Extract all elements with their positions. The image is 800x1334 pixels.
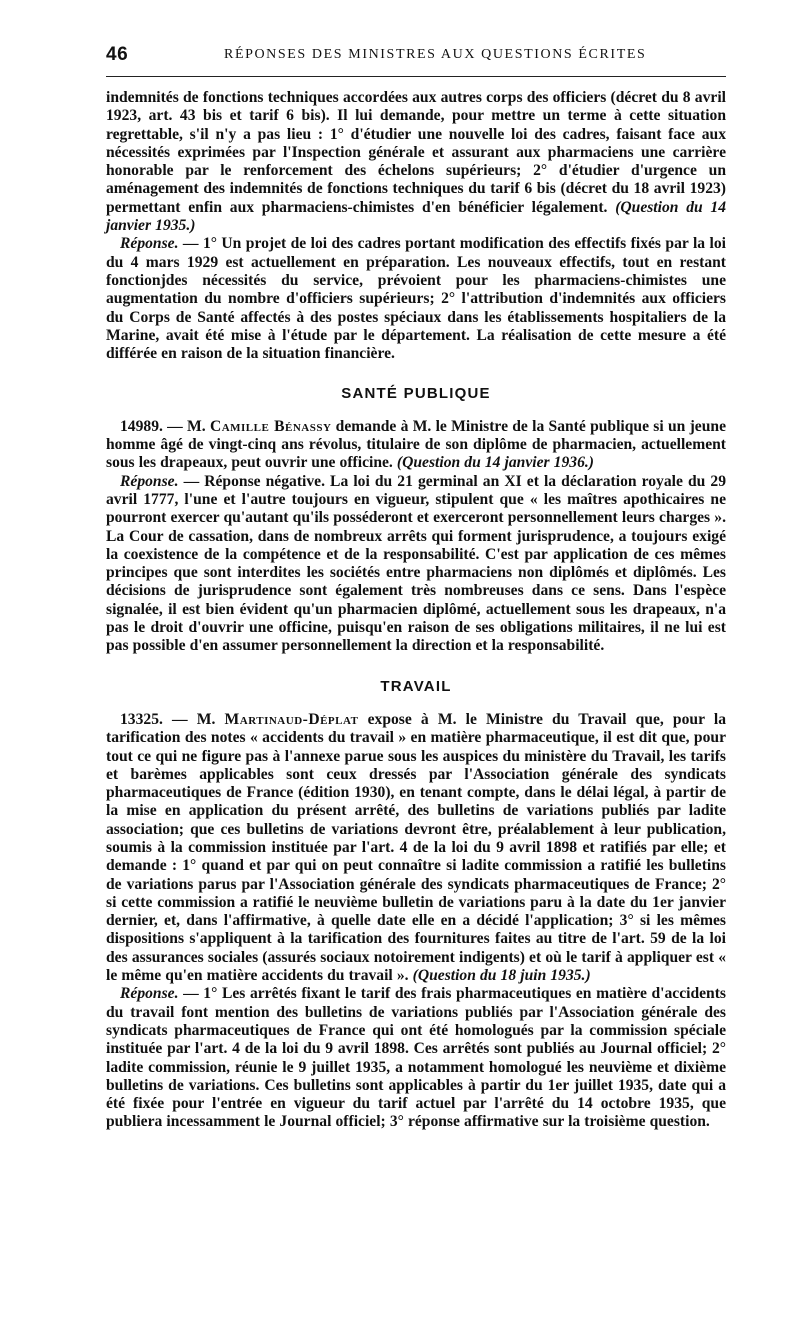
travail-reponse [106,985,726,1131]
question-dash: — M. [162,417,210,435]
deputy-name: Martinaud-Déplat [224,710,359,728]
reponse-text: — 1° Les arrêtés fixant le tarif des frais pharmaceutiques en matière d'accidents du travail font mention des bulletins de variations publiés par l'Association générale des syndicats pharmaceutiques de France qui ont été homologués par la commission spéciale instituée par l'art. 4 de la loi du 9 avril 1898. Ces arrêtés sont publiés au Journal officiel; 2° ladite commission, réunie le 9 juillet 1935, a notamment homologué les neuvième et dixième bulletins de variations. Ces bulletins sont applicables à partir du 1er juillet 1935, date qui a été fixée pour l'entrée en vigueur du tarif actuel par l'arrêté du 14 octobre 1935, que publiera incessamment le Journal officiel; 3° réponse affirmative sur la troisième question. [106,985,726,1131]
sante-question [106,418,726,473]
section-heading-sante: SANTÉ PUBLIQUE [341,385,491,403]
minister-name: M. le Ministre du Travail [437,710,627,728]
question-text-b: que, pour la tarification des notes « accidents du travail » en matière pharmaceutique, il est dit que, pour tout ce qui ne figure pas à l'annexe parue sous les auspices du ministère du Travail, les tarifs et barèmes applicables sont ceux dressés par l'Association générale des syndicats pharmaceutiques de France (édition 1930), en tenant compte, dans le délai légal, à partir de la mise en application du présent arrêté, des bulletins de variations publiés par ladite association; que ces bulletins de variations devront être, préalablement à leur publication, soumis à la commission instituée par l'art. 4 de la loi du 9 avril 1898 et ratifiés par elle; et demande : 1° quand et par qui on peut connaître si ladite commission a ratifié les bulletins de variations parus par l'Association générale des syndicats pharmaceutiques de France; 2° si cette commission a ratifié le neuvième bulletin de variations paru à la date du 1er janvier dernier, et, dans l'affirmative, à quelle date elle en a décidé l'application; 3° si les mêmes dispositions s'appliquent à la tarification des fournitures faites au titre de l'art. 59 de la loi des assurances sociales (assurés sociaux notoirement indigents) et où le tarif à appliquer est « le même qu'en matière accidents du travail ». [106,710,726,985]
travail-question [106,711,726,985]
reponse-text: — 1° Un projet de loi des cadres portant modification des effectifs fixés par la loi du 4 mars 1929 est actuellement en préparation. Les nouveaux effectifs, tout en restant fonctionjdes nécessités du service, prévoient pour les pharmaciens-chimistes une augmentation du nombre d'officiers supérieurs; 2° l'attribution d'indemnités aux officiers du Corps de Santé affectés à des postes spéciaux dans les établissements hospitaliers de la Marine, avait été mise à l'étude par le département. La réalisation de cette mesure a été différée en raison de la situation financière. [106,235,726,363]
question-dash: — M. [162,710,225,728]
text-column [106,89,726,1132]
intro-question-ref: (Question du 14 janvier 1935.) [106,198,727,235]
question-text-a: demande à [331,417,413,435]
section-heading-travail: TRAVAIL [380,677,452,695]
question-number: 13325. [120,710,163,728]
question-number: 14989. [120,417,163,435]
question-ref: (Question du 14 janvier 1936.) [396,454,594,472]
reponse-label: Réponse. [120,472,179,490]
intro-paragraph [106,89,726,235]
reponse-text: — Réponse négative. La loi du 21 germinal an XI et la déclaration royale du 29 avril 1777, l'une et l'autre toujours en vigueur, stipulent que « les maîtres apothicaires ne pourront exercer qu'autant qu'ils posséderont et exerceront personnellement leurs charges ». La Cour de cassation, dans de nombreux arrêts qui forment jurisprudence, a toujours exigé la coexistence de la compétence et de la responsabilité. C'est par application de ces mêmes principes que sont interdites les sociétés entre pharmaciens non diplômés et diplômés. Les décisions de jurisprudence sont également très nombreuses dans ce sens. Dans l'espèce signalée, il est bien évident qu'un pharmacien diplômé, actuellement sous les drapeaux, n'a pas le droit d'ouvrir une officine, puisqu'en raison de ses obligations militaires, il ne lui est pas possible d'en assumer personnellement la direction et la responsabilité. [106,472,726,655]
sante-reponse [106,473,726,656]
reponse-label: Réponse. [120,235,179,253]
question-ref: (Question du 18 juin 1935.) [412,967,591,985]
header-rule [106,76,726,77]
page-number: 46 [106,44,129,65]
question-text-a: expose à [358,710,438,728]
running-title: RÉPONSES DES MINISTRES AUX QUESTIONS ÉCRITES [224,47,647,62]
question-text-b: si un jeune homme âgé de vingt-cinq ans révolus, titulaire de son diplôme de pharmacien, actuellement sous les drapeaux, peut ouvrir une officine. [106,417,726,472]
intro-text: indemnités de fonctions techniques accordées aux autres corps des officiers (décret du 8 avril 1923, art. 43 bis et tarif 6 bis). Il lui demande, pour mettre un terme à cette situation regrettable, s'il n'y a pas lieu : 1° d'étudier une nouvelle loi des cadres, faisant face aux nécessités exprimées par l'Inspection générale et assurant aux pharmaciens une carrière honorable par le renforcement des échelons supérieurs; 2° d'étudier d'urgence un aménagement des indemnités de fonctions techniques du tarif 6 bis (décret du 18 avril 1923) permettant enfin aux pharmaciens-chimistes d'en bénéficier légalement. [106,89,726,216]
deputy-name: Camille Bénassy [209,417,332,435]
intro-reponse [106,235,726,363]
page-header [106,44,726,68]
reponse-label: Réponse. [120,985,179,1003]
minister-name: M. le Ministre de la Santé publique [412,417,650,435]
